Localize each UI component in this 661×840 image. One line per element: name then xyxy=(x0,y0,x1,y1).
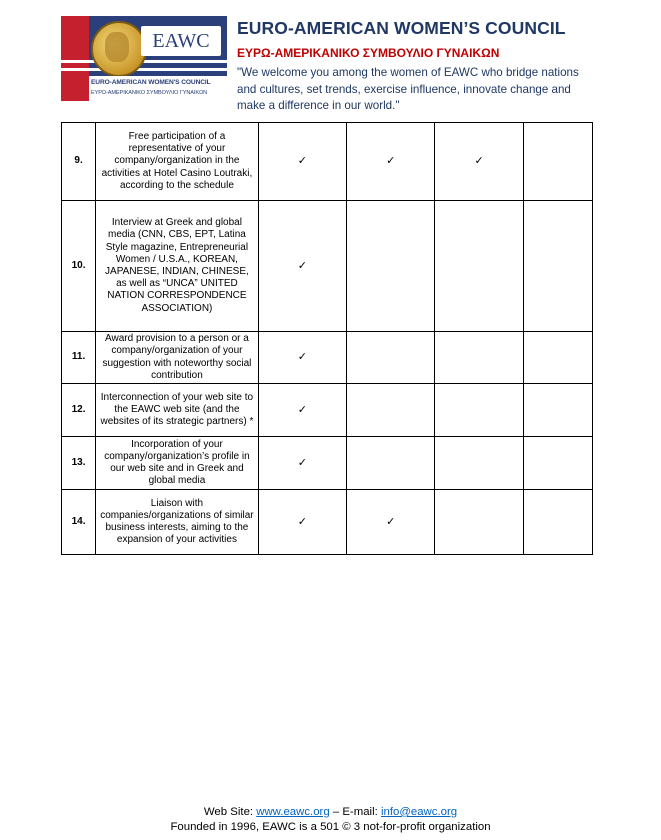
logo-abbr: EAWC xyxy=(141,26,221,56)
tier-3-check xyxy=(435,332,523,384)
tier-3-check xyxy=(435,384,523,437)
table-row xyxy=(62,384,593,437)
tier-2-check xyxy=(347,201,435,332)
row-number: 10. xyxy=(62,201,96,332)
logo-line-english: EURO-AMERICAN WOMEN'S COUNCIL xyxy=(91,79,211,86)
footer-contact-line xyxy=(0,805,661,820)
tier-1-check: ✓ xyxy=(258,384,346,437)
tier-4-check xyxy=(523,201,592,332)
tier-3-check xyxy=(435,490,523,555)
tier-2-check: ✓ xyxy=(347,123,435,201)
tier-1-check: ✓ xyxy=(258,201,346,332)
tier-4-check xyxy=(523,490,592,555)
org-name: EURO-AMERICAN WOMEN’S COUNCIL xyxy=(237,18,566,38)
row-description: Interconnection of your web site to the EAWC web site (and the websites of its strategic partners) * xyxy=(96,384,259,437)
tier-3-check xyxy=(435,437,523,490)
tier-1-check: ✓ xyxy=(258,437,346,490)
tier-1-check: ✓ xyxy=(258,123,346,201)
row-description: Free participation of a representative of your company/organization in the activities at Hotel Casino Loutraki, according to the schedule xyxy=(96,123,259,201)
email-label: – E-mail: xyxy=(329,806,381,818)
tier-1-check: ✓ xyxy=(258,332,346,384)
tier-3-check: ✓ xyxy=(435,123,523,201)
tier-2-check: ✓ xyxy=(347,490,435,555)
row-description: Liaison with companies/organizations of similar business interests, aiming to the expansion of your activities xyxy=(96,490,259,555)
tier-4-check xyxy=(523,384,592,437)
tier-4-check xyxy=(523,437,592,490)
row-number: 11. xyxy=(62,332,96,384)
tier-4-check xyxy=(523,332,592,384)
footer-founded-line: Founded in 1996, EAWC is a 501 © 3 not-for-profit organization xyxy=(170,821,491,833)
website-label: Web Site: xyxy=(203,806,257,818)
tagline: "We welcome you among the women of EAWC who bridge nations and cultures, set trends, exercise influence, innovate change and make a difference in our world." xyxy=(237,66,579,112)
eawc-logo xyxy=(61,16,227,101)
footer xyxy=(0,805,661,835)
row-number: 12. xyxy=(62,384,96,437)
table-row xyxy=(62,332,593,384)
website-link[interactable]: www.eawc.org xyxy=(256,806,330,818)
org-name-greek: ΕΥΡΩ-ΑΜΕΡΙΚΑΝΙΚΟ ΣΥΜΒΟΥΛΙΟ ΓΥΝΑΙΚΩΝ xyxy=(237,46,500,60)
table-row xyxy=(62,123,593,201)
tier-2-check xyxy=(347,384,435,437)
row-description: Incorporation of your company/organization’s profile in our web site and in Greek and global media xyxy=(96,437,259,490)
row-description: Interview at Greek and global media (CNN, CBS, EPT, Latina Style magazine, Entrepreneurial Women / U.S.A., KOREAN, JAPANESE, INDIAN, CHINESE, as well as “UNCA” UNITED NATION CORRESPONDENCE ASSOCIATION) xyxy=(96,201,259,332)
table-row xyxy=(62,437,593,490)
logo-line-greek: ΕΥΡΩ-ΑΜΕΡΙΚΑΝΙΚΟ ΣΥΜΒΟΥΛΙΟ ΓΥΝΑΙΚΩΝ xyxy=(91,90,208,96)
row-number: 13. xyxy=(62,437,96,490)
table-row xyxy=(62,201,593,332)
tier-1-check: ✓ xyxy=(258,490,346,555)
tier-3-check xyxy=(435,201,523,332)
logo-seal-icon xyxy=(91,21,147,77)
logo-stripe xyxy=(61,68,227,71)
benefits-table xyxy=(61,122,593,555)
email-link[interactable]: info@eawc.org xyxy=(380,806,458,818)
tier-4-check xyxy=(523,123,592,201)
tier-2-check xyxy=(347,332,435,384)
tier-2-check xyxy=(347,437,435,490)
row-number: 14. xyxy=(62,490,96,555)
row-description: Award provision to a person or a company/organization of your suggestion with noteworthy social contribution xyxy=(96,332,259,384)
table-row xyxy=(62,490,593,555)
row-number: 9. xyxy=(62,123,96,201)
